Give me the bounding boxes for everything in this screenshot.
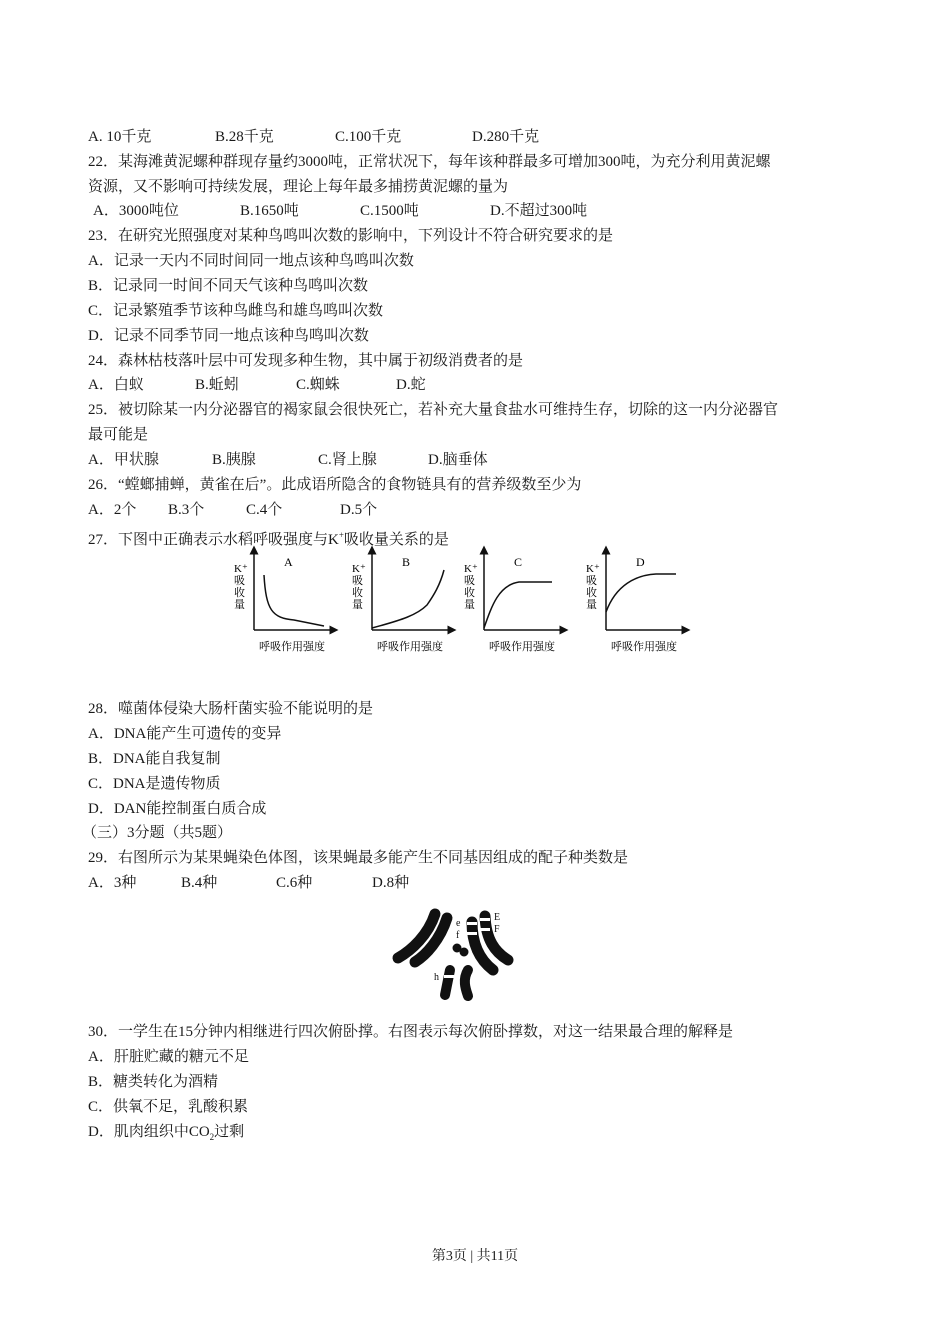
graph-d: [586, 550, 686, 653]
chromosome: [465, 970, 468, 996]
question-stem: 28．噬菌体侵染大肠杆菌实验不能说明的是: [88, 701, 374, 717]
chromosome: [445, 970, 450, 995]
curve: [484, 582, 552, 628]
y-axis-label: K⁺: [464, 563, 478, 575]
option-d: [88, 1123, 244, 1146]
gene-label-h: h: [434, 972, 439, 983]
y-axis-label: 吸: [234, 575, 245, 587]
y-axis-label: 吸: [352, 575, 363, 587]
graph-label: B: [402, 555, 411, 569]
respiration-k-uptake-graphs: [232, 545, 702, 665]
gene-label-E: E: [494, 912, 501, 923]
option-a: A．白蚁: [88, 377, 144, 393]
option-d: D.8种: [372, 875, 410, 891]
question-stem: 29．右图所示为某果蝇染色体图，该果蝇最多能产生不同基因组成的配子种类数是: [88, 850, 629, 866]
question-stem-cont: 最可能是: [88, 427, 149, 443]
section-heading: （三）3分题（共5题）: [82, 825, 233, 841]
option-a: A．记录一天内不同时间同一地点该种鸟鸣叫次数: [88, 253, 414, 269]
y-axis-label: K⁺: [586, 563, 600, 575]
y-axis-label: 收: [586, 587, 597, 599]
fruit-fly-chromosome-figure: [390, 900, 530, 1010]
question-stem: 22．某海滩黄泥螺种群现存量约3000吨，正常状况下，每年该种群最多可增加300吨，为充分利用黄泥螺: [88, 154, 771, 170]
graph-label: C: [514, 555, 523, 569]
graph-c: [464, 550, 564, 653]
option-b: B.4种: [181, 875, 218, 891]
option-a: A．2个: [88, 502, 137, 518]
option-a: A. 10千克: [88, 129, 152, 145]
option-d: D.5个: [340, 502, 378, 518]
x-axis-label: 呼吸作用强度: [611, 641, 677, 653]
option-c: C.肾上腺: [318, 452, 377, 468]
option-b: B．DNA能自我复制: [88, 751, 221, 767]
option-b: B.蚯蚓: [195, 377, 239, 393]
question-stem: 26．“螳螂捕蝉，黄雀在后”。此成语所隐含的食物链具有的营养级数至少为: [88, 477, 582, 493]
stem-text: 27．下图中正确表示水稻呼吸强度与K: [88, 532, 339, 548]
y-axis-label: K⁺: [352, 563, 366, 575]
y-axis-label: 量: [586, 599, 597, 611]
y-axis-label: 收: [352, 587, 363, 599]
option-b: B.胰腺: [212, 452, 256, 468]
option-a: A．DNA能产生可遗传的变异: [88, 726, 282, 742]
gene-label-F: F: [494, 924, 500, 935]
curve: [372, 570, 444, 628]
y-axis-label: 收: [464, 587, 475, 599]
option-b: B.1650吨: [240, 203, 299, 219]
dot-chromosome: [460, 948, 468, 956]
question-stem-cont: 资源，又不影响可持续发展，理论上每年最多捕捞黄泥螺的量为: [88, 179, 509, 195]
option-a: A．肝脏贮藏的糖元不足: [88, 1049, 249, 1065]
x-axis-label: 呼吸作用强度: [259, 641, 325, 653]
stem-text-end: 吸收量关系的是: [343, 532, 449, 548]
option-text-end: 过剩: [214, 1124, 245, 1140]
x-axis-label: 呼吸作用强度: [377, 641, 443, 653]
option-c: C.1500吨: [360, 203, 419, 219]
gene-label-e: e: [456, 918, 461, 929]
question-stem: 24．森林枯枝落叶层中可发现多种生物，其中属于初级消费者的是: [88, 353, 524, 369]
option-d: D.280千克: [472, 129, 540, 145]
option-c: C．DNA是遗传物质: [88, 776, 221, 792]
option-c: C．供氧不足，乳酸积累: [88, 1099, 249, 1115]
option-d: D.不超过300吨: [490, 203, 588, 219]
y-axis-label: 量: [352, 599, 363, 611]
x-axis-label: 呼吸作用强度: [489, 641, 555, 653]
option-d: D．记录不同季节同一地点该种鸟鸣叫次数: [88, 328, 369, 344]
question-stem: 25．被切除某一内分泌器官的褐家鼠会很快死亡，若补充大量食盐水可维持生存，切除的这一内分泌器官: [88, 402, 779, 418]
y-axis-label: 吸: [464, 575, 475, 587]
option-a: A．3000吨位: [93, 203, 179, 219]
option-b: B.28千克: [215, 129, 274, 145]
option-d: D．DAN能控制蛋白质合成: [88, 801, 267, 817]
option-b: B.3个: [168, 502, 205, 518]
y-axis-label: K⁺: [234, 563, 248, 575]
y-axis-label: 收: [234, 587, 245, 599]
option-text: D．肌肉组织中CO: [88, 1124, 210, 1140]
graph-b: [352, 550, 452, 653]
option-d: D.蛇: [396, 377, 426, 393]
graph-label: D: [636, 555, 645, 569]
option-a: A．甲状腺: [88, 452, 159, 468]
option-d: D.脑垂体: [428, 452, 488, 468]
option-c: C.6种: [276, 875, 313, 891]
question-stem: 30．一学生在15分钟内相继进行四次俯卧撑。右图表示每次俯卧撑数，对这一结果最合理的解释是: [88, 1024, 734, 1040]
curve: [606, 574, 676, 612]
option-b: B．糖类转化为酒精: [88, 1074, 219, 1090]
curve: [264, 575, 324, 626]
y-axis-label: 量: [234, 599, 245, 611]
y-axis-label: 量: [464, 599, 475, 611]
option-c: C.4个: [246, 502, 283, 518]
graph-label: A: [284, 555, 293, 569]
option-c: C．记录繁殖季节该种鸟雌鸟和雄鸟鸣叫次数: [88, 303, 384, 319]
gene-label-f: f: [456, 930, 460, 941]
subscript: 2: [209, 1132, 215, 1142]
superscript: +: [338, 530, 344, 540]
option-c: C.蜘蛛: [296, 377, 340, 393]
graph-a: [234, 550, 334, 653]
option-a: A．3种: [88, 875, 137, 891]
option-c: C.100千克: [335, 129, 402, 145]
y-axis-label: 吸: [586, 575, 597, 587]
page-footer: 第3页 | 共11页: [431, 1249, 519, 1264]
option-b: B．记录同一时间不同天气该种鸟鸣叫次数: [88, 278, 369, 294]
question-stem: 23．在研究光照强度对某种鸟鸣叫次数的影响中，下列设计不符合研究要求的是: [88, 228, 614, 244]
